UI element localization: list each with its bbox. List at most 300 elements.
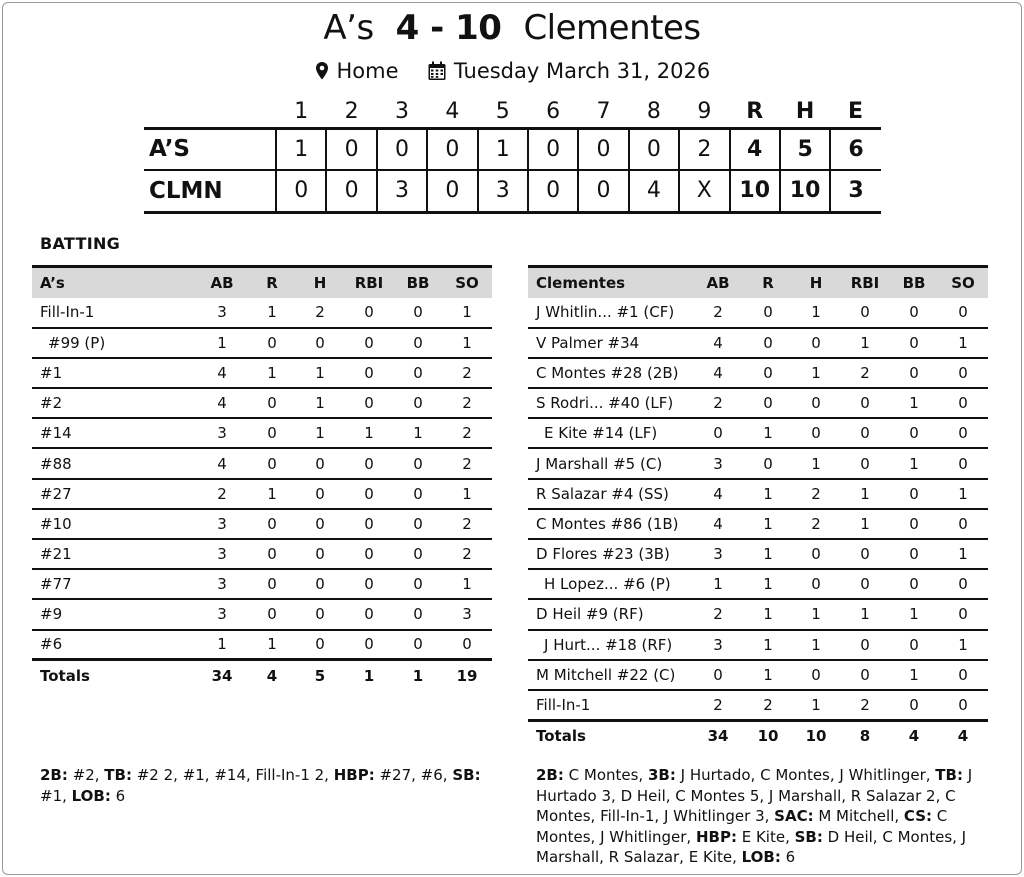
table-row	[528, 660, 988, 690]
inning-score: 3	[377, 170, 427, 212]
stat-cell: 0	[938, 569, 988, 599]
stat-cell: 0	[840, 539, 890, 569]
stat-cell: 3	[442, 599, 492, 629]
stat-cell: 0	[938, 509, 988, 539]
stat-cell: 0	[394, 630, 442, 660]
stat-cell: 0	[792, 539, 840, 569]
stat-cell: 1	[840, 328, 890, 358]
line-score-header	[144, 98, 881, 128]
total-cell: 34	[692, 720, 744, 750]
note-label: LOB:	[71, 786, 111, 805]
line-score-row-away	[144, 128, 881, 170]
home-batting-notes	[536, 765, 996, 868]
stat-cell: 0	[840, 630, 890, 660]
total-cell: 4	[938, 720, 988, 750]
stat-cell: 0	[296, 599, 344, 629]
location	[314, 59, 405, 83]
stat-cell: 1	[744, 418, 792, 448]
inning-score: 0	[427, 170, 477, 212]
stat-cell: 0	[890, 418, 938, 448]
stat-cell: 0	[692, 418, 744, 448]
player-name: V Palmer #34	[528, 328, 692, 358]
stat-cell: 4	[196, 388, 248, 418]
inning-score: 0	[629, 128, 679, 170]
stat-cell: 1	[840, 599, 890, 629]
runs-header: R	[746, 98, 764, 124]
player-name: #6	[32, 630, 196, 660]
total-cell: 10	[744, 720, 792, 750]
line-score-team: CLMN	[144, 170, 276, 212]
stat-cell: 1	[840, 509, 890, 539]
inning-score: 0	[377, 128, 427, 170]
stat-cell: 0	[344, 569, 394, 599]
map-pin-icon	[314, 61, 330, 81]
stat-cell: 4	[692, 328, 744, 358]
stat-cell: 0	[890, 509, 938, 539]
stat-cell: 0	[792, 328, 840, 358]
table-row	[528, 479, 988, 509]
stat-cell: 0	[890, 630, 938, 660]
stat-cell: 1	[890, 448, 938, 478]
inning-score: 0	[528, 170, 578, 212]
total-cell: 1	[394, 660, 442, 690]
player-name: Fill-In-1	[528, 690, 692, 720]
stat-cell: 1	[744, 569, 792, 599]
stat-cell: 3	[196, 539, 248, 569]
note-label: LOB:	[741, 848, 781, 866]
inning-score: 0	[578, 170, 628, 212]
stat-cell: 0	[394, 388, 442, 418]
total-cell: 19	[442, 660, 492, 690]
batting-section-title: BATTING	[40, 234, 121, 253]
stat-cell: 1	[792, 358, 840, 388]
date-text: Tuesday March 31, 2026	[453, 59, 711, 83]
stat-cell: 2	[442, 539, 492, 569]
stat-cell: 1	[890, 388, 938, 418]
stat-cell: 0	[248, 418, 296, 448]
stat-cell: 1	[744, 479, 792, 509]
hits-total: 5	[780, 128, 830, 170]
stat-cell: 2	[296, 298, 344, 328]
stat-cell: 1	[744, 660, 792, 690]
player-name: M Mitchell #22 (C)	[528, 660, 692, 690]
stat-cell: 0	[394, 298, 442, 328]
stat-cell: 0	[394, 599, 442, 629]
table-row	[32, 569, 492, 599]
inning-score: 0	[326, 128, 376, 170]
stat-column-header: R	[744, 267, 792, 298]
inning-score: 0	[326, 170, 376, 212]
hits-total: 10	[780, 170, 830, 212]
line-score-row-home	[144, 170, 881, 212]
stat-cell: 2	[442, 358, 492, 388]
inning-1-header: 1	[294, 98, 309, 124]
stat-cell: 0	[890, 539, 938, 569]
stat-cell: 4	[692, 509, 744, 539]
stat-cell: 0	[840, 298, 890, 328]
stat-cell: 0	[344, 630, 394, 660]
team-column-header: A’s	[32, 267, 196, 298]
table-row	[528, 328, 988, 358]
stat-cell: 0	[394, 539, 442, 569]
table-row	[32, 328, 492, 358]
stat-cell: 0	[744, 388, 792, 418]
inning-score: 0	[528, 128, 578, 170]
note-text: E Kite,	[736, 827, 795, 846]
stat-cell: 1	[296, 418, 344, 448]
inning-8-header: 8	[646, 98, 661, 124]
game-info	[0, 59, 1024, 83]
inning-2-header: 2	[344, 98, 359, 124]
stat-cell: 0	[938, 298, 988, 328]
player-name: #1	[32, 358, 196, 388]
inning-score: 0	[427, 128, 477, 170]
player-name: #99 (P)	[32, 328, 196, 358]
stat-cell: 1	[792, 690, 840, 720]
stat-cell: 1	[442, 479, 492, 509]
player-name: E Kite #14 (LF)	[528, 418, 692, 448]
inning-score: 0	[276, 170, 326, 212]
player-name: #77	[32, 569, 196, 599]
note-label: HBP:	[333, 766, 375, 784]
table-row	[32, 509, 492, 539]
stat-cell: 2	[196, 479, 248, 509]
table-row	[528, 569, 988, 599]
table-row	[528, 599, 988, 629]
final-score: 4 - 10	[395, 8, 502, 48]
stat-cell: 0	[744, 328, 792, 358]
table-row	[32, 448, 492, 478]
batting-header-row	[528, 267, 988, 298]
stat-cell: 0	[938, 599, 988, 629]
stat-cell: 0	[938, 358, 988, 388]
inning-score: 0	[578, 128, 628, 170]
stat-cell: 1	[744, 599, 792, 629]
inning-9-header: 9	[697, 98, 712, 124]
stat-cell: 2	[692, 388, 744, 418]
stat-cell: 0	[744, 358, 792, 388]
stat-cell: 1	[744, 630, 792, 660]
stat-cell: 1	[938, 328, 988, 358]
table-row	[32, 539, 492, 569]
team-column-header	[144, 98, 276, 128]
stat-column-header: RBI	[344, 267, 394, 298]
note-text: #1,	[40, 766, 486, 805]
player-name: J Marshall #5 (C)	[528, 448, 692, 478]
stat-cell: 2	[442, 388, 492, 418]
stat-column-header: BB	[890, 267, 938, 298]
inning-score: X	[679, 170, 729, 212]
stat-cell: 3	[196, 509, 248, 539]
hits-header: H	[795, 98, 815, 124]
away-batting-notes	[40, 765, 490, 806]
stat-cell: 0	[296, 448, 344, 478]
stat-cell: 0	[394, 479, 442, 509]
totals-label: Totals	[32, 660, 196, 690]
line-score-table	[144, 98, 881, 214]
stat-cell: 0	[840, 448, 890, 478]
stat-cell: 0	[344, 448, 394, 478]
stat-cell: 1	[248, 358, 296, 388]
line-score-team: A’S	[144, 128, 276, 170]
player-name: S Rodri... #40 (LF)	[528, 388, 692, 418]
stat-cell: 0	[296, 539, 344, 569]
stat-cell: 1	[394, 418, 442, 448]
stat-cell: 4	[692, 358, 744, 388]
player-name: R Salazar #4 (SS)	[528, 479, 692, 509]
inning-score: 2	[679, 128, 729, 170]
stat-cell: 0	[840, 569, 890, 599]
stat-cell: 0	[692, 660, 744, 690]
stat-cell: 0	[296, 328, 344, 358]
batting-header-row	[32, 267, 492, 298]
totals-row	[528, 720, 988, 750]
inning-score: 3	[478, 170, 528, 212]
stat-cell: 0	[248, 509, 296, 539]
stat-cell: 0	[394, 448, 442, 478]
calendar-icon	[427, 61, 447, 81]
stat-cell: 1	[692, 569, 744, 599]
stat-cell: 1	[196, 630, 248, 660]
stat-cell: 1	[442, 328, 492, 358]
team-column-header: Clementes	[528, 267, 692, 298]
stat-cell: 0	[344, 328, 394, 358]
stat-cell: 3	[196, 599, 248, 629]
stat-cell: 0	[248, 388, 296, 418]
stat-cell: 1	[248, 479, 296, 509]
player-name: #9	[32, 599, 196, 629]
home-team-name: Clementes	[523, 8, 701, 48]
note-text: C Montes, J Whitlinger,	[536, 807, 953, 846]
stat-cell: 3	[196, 569, 248, 599]
note-label: 2B:	[40, 766, 68, 784]
stat-cell: 1	[938, 539, 988, 569]
stat-cell: 1	[840, 479, 890, 509]
stat-column-header: H	[792, 267, 840, 298]
stat-cell: 0	[344, 539, 394, 569]
table-row	[528, 448, 988, 478]
stat-cell: 1	[442, 298, 492, 328]
stat-column-header: H	[296, 267, 344, 298]
table-row	[528, 690, 988, 720]
player-name: Fill-In-1	[32, 298, 196, 328]
stat-cell: 0	[840, 388, 890, 418]
stat-cell: 1	[890, 599, 938, 629]
inning-score: 1	[276, 128, 326, 170]
stat-cell: 0	[938, 388, 988, 418]
stat-cell: 1	[792, 298, 840, 328]
table-row	[32, 418, 492, 448]
stat-cell: 0	[394, 569, 442, 599]
stat-cell: 0	[248, 569, 296, 599]
player-name: J Whitlin... #1 (CF)	[528, 298, 692, 328]
stat-cell: 1	[248, 630, 296, 660]
stat-cell: 0	[890, 479, 938, 509]
player-name: J Hurt... #18 (RF)	[528, 630, 692, 660]
stat-cell: 0	[792, 418, 840, 448]
stat-column-header: AB	[692, 267, 744, 298]
stat-cell: 0	[344, 599, 394, 629]
note-label: SB:	[794, 827, 823, 846]
stat-cell: 0	[248, 328, 296, 358]
stat-cell: 4	[692, 479, 744, 509]
table-row	[32, 388, 492, 418]
inning-score: 4	[629, 170, 679, 212]
away-team-name: A’s	[323, 8, 374, 48]
stat-cell: 2	[840, 690, 890, 720]
stat-cell: 0	[344, 479, 394, 509]
table-row	[32, 298, 492, 328]
stat-cell: 3	[692, 539, 744, 569]
total-cell: 4	[890, 720, 938, 750]
stat-cell: 2	[692, 690, 744, 720]
player-name: #14	[32, 418, 196, 448]
stat-cell: 1	[890, 660, 938, 690]
stat-cell: 0	[744, 448, 792, 478]
note-text: M Mitchell,	[813, 807, 904, 825]
errors-header: E	[847, 98, 863, 124]
stat-cell: 0	[792, 569, 840, 599]
note-label: 3B:	[647, 766, 676, 784]
stat-cell: 0	[394, 358, 442, 388]
stat-cell: 0	[890, 569, 938, 599]
inning-6-header: 6	[546, 98, 561, 124]
stat-cell: 0	[248, 448, 296, 478]
inning-4-header: 4	[445, 98, 460, 124]
stat-cell: 1	[792, 630, 840, 660]
stat-cell: 0	[840, 660, 890, 690]
stat-cell: 0	[344, 298, 394, 328]
errors-total: 6	[830, 128, 880, 170]
player-name: D Flores #23 (3B)	[528, 539, 692, 569]
stat-cell: 0	[890, 358, 938, 388]
note-label: SB:	[452, 766, 481, 784]
stat-column-header: SO	[442, 267, 492, 298]
inning-3-header: 3	[394, 98, 409, 124]
stat-cell: 2	[792, 509, 840, 539]
stat-cell: 0	[394, 328, 442, 358]
game-title	[0, 8, 1024, 48]
stat-cell: 1	[792, 448, 840, 478]
stat-cell: 2	[442, 448, 492, 478]
player-name: H Lopez... #6 (P)	[528, 569, 692, 599]
player-name: #88	[32, 448, 196, 478]
note-text: C Montes,	[563, 766, 648, 784]
player-name: C Montes #86 (1B)	[528, 509, 692, 539]
stat-cell: 2	[840, 358, 890, 388]
stat-cell: 1	[296, 388, 344, 418]
note-text: D Heil, C Montes, J Marshall, R Salazar, E Kite,	[536, 827, 971, 866]
table-row	[528, 358, 988, 388]
stat-cell: 1	[248, 298, 296, 328]
stat-cell: 0	[938, 660, 988, 690]
stat-cell: 0	[296, 509, 344, 539]
inning-5-header: 5	[495, 98, 510, 124]
stat-cell: 0	[344, 358, 394, 388]
stat-cell: 0	[248, 599, 296, 629]
stat-cell: 2	[692, 599, 744, 629]
stat-column-header: R	[248, 267, 296, 298]
stat-cell: 0	[938, 448, 988, 478]
table-row	[528, 388, 988, 418]
total-cell: 34	[196, 660, 248, 690]
stat-cell: 3	[692, 630, 744, 660]
stat-cell: 0	[938, 690, 988, 720]
stat-cell: 0	[890, 328, 938, 358]
away-batting-table	[32, 265, 492, 690]
stat-column-header: SO	[938, 267, 988, 298]
player-name: C Montes #28 (2B)	[528, 358, 692, 388]
stat-cell: 1	[344, 418, 394, 448]
stat-cell: 3	[196, 418, 248, 448]
table-row	[32, 479, 492, 509]
note-label: HBP:	[695, 827, 737, 846]
stat-cell: 0	[792, 660, 840, 690]
stat-cell: 0	[296, 569, 344, 599]
table-row	[528, 509, 988, 539]
note-text: J Hurtado 3, D Heil, C Montes 5, J Marshall, R Salazar 2, C Montes, Fill-In-1, J Whitlinger 3,	[536, 766, 977, 825]
stat-cell: 0	[296, 630, 344, 660]
total-cell: 4	[248, 660, 296, 690]
stat-cell: 0	[394, 509, 442, 539]
player-name: #2	[32, 388, 196, 418]
stat-cell: 1	[296, 358, 344, 388]
table-row	[32, 630, 492, 660]
stat-cell: 4	[196, 358, 248, 388]
stat-cell: 0	[792, 388, 840, 418]
runs-total: 10	[730, 170, 780, 212]
note-label: TB:	[104, 766, 132, 784]
player-name: #21	[32, 539, 196, 569]
stat-cell: 0	[344, 388, 394, 418]
stat-cell: 0	[344, 509, 394, 539]
stat-column-header: RBI	[840, 267, 890, 298]
player-name: #10	[32, 509, 196, 539]
stat-cell: 1	[792, 599, 840, 629]
table-row	[528, 418, 988, 448]
stat-cell: 2	[692, 298, 744, 328]
note-text: #2 2, #1, #14, Fill-In-1 2,	[131, 766, 334, 784]
note-label: SAC:	[774, 807, 814, 825]
stat-cell: 2	[792, 479, 840, 509]
stat-cell: 1	[442, 569, 492, 599]
stat-cell: 2	[442, 418, 492, 448]
note-text: 6	[780, 848, 796, 866]
player-name: #27	[32, 479, 196, 509]
total-cell: 1	[344, 660, 394, 690]
note-label: 2B:	[536, 766, 564, 784]
stat-column-header: BB	[394, 267, 442, 298]
home-batting-table	[528, 265, 988, 750]
note-text: J Hurtado, C Montes, J Whitlinger,	[675, 766, 936, 784]
location-text: Home	[336, 59, 399, 83]
stat-cell: 3	[692, 448, 744, 478]
table-row	[528, 630, 988, 660]
table-row	[32, 358, 492, 388]
stat-cell: 0	[890, 298, 938, 328]
inning-7-header: 7	[596, 98, 611, 124]
stat-cell: 1	[938, 630, 988, 660]
stat-cell: 3	[196, 298, 248, 328]
stat-cell: 2	[442, 509, 492, 539]
stat-cell: 0	[296, 479, 344, 509]
totals-label: Totals	[528, 720, 692, 750]
total-cell: 10	[792, 720, 840, 750]
table-row	[528, 539, 988, 569]
table-row	[32, 599, 492, 629]
note-text: #2,	[67, 766, 105, 784]
stat-cell: 0	[938, 418, 988, 448]
